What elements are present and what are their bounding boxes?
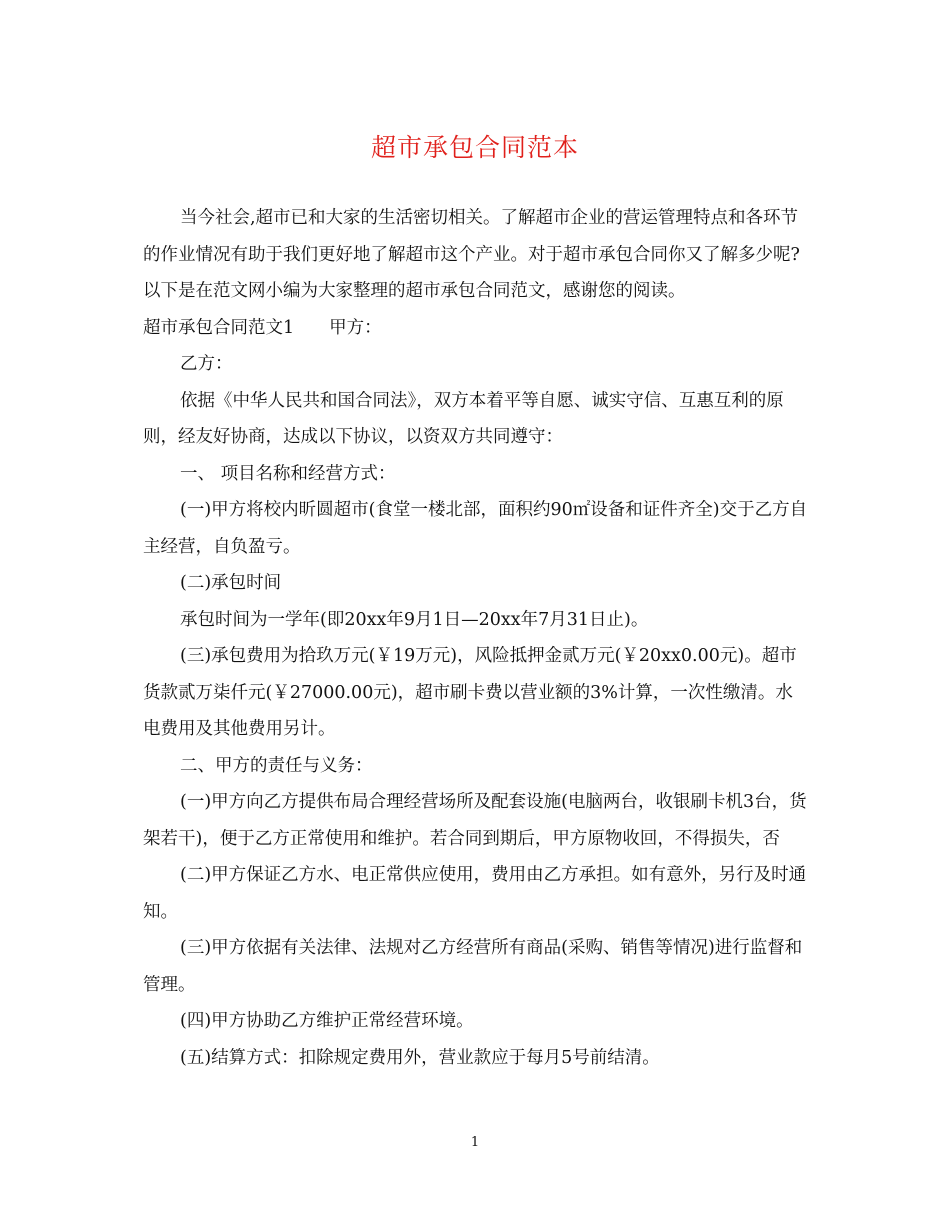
clause-2-5: (五)结算方式：扣除规定费用外，营业款应于每月5号前结清。	[180, 1047, 660, 1068]
clause-2-1: (一)甲方向乙方提供布局合理经营场所及配套设施(电脑两台，收银刷卡机3台，货架若干)，便于乙方正常使用和维护。若合同到期后，甲方原物收回，不得损失，否	[143, 792, 807, 849]
document-title: 超市承包合同范本	[370, 133, 579, 162]
legal-basis-paragraph: 依据《中华人民共和国合同法》，双方本着平等自愿、诚实守信、互惠互利的原则，经友好协商，达成以下协议，以资双方共同遵守：	[143, 390, 784, 447]
clause-1-3-fees: (三)承包费用为拾玖万元(￥19万元)，风险抵押金贰万元(￥20xx0.00元)。超市货款贰万柒仟元(￥27000.00元)，超市刷卡费以营业额的3%计算，一次性缴清。水电费用及其他费用另计。	[143, 646, 797, 739]
clause-1-1: (一)甲方将校内昕圆超市(食堂一楼北部，面积约90㎡设备和证件齐全)交于乙方自主经营，自负盈亏。	[143, 500, 808, 557]
page-number: 1	[470, 1135, 480, 1150]
clause-2-4: (四)甲方协助乙方维护正常经营环境。	[180, 1011, 474, 1031]
clause-1-2-term: 承包时间为一学年(即20xx年9月1日—20xx年7月31日止)。	[180, 609, 649, 630]
intro-paragraph: 当今社会,超市已和大家的生活密切相关。了解超市企业的营运管理特点和各环节的作业情况有助于我们更好地了解超市这个产业。对于超市承包合同你又了解多少呢?以下是在范文网小编为大家整理的超市承包合同范文，感谢您的阅读。	[143, 208, 800, 301]
section-two-heading: 二、甲方的责任与义务：	[180, 755, 373, 776]
clause-1-2-heading: (二)承包时间	[180, 573, 282, 593]
clause-2-2: (二)甲方保证乙方水、电正常供应使用，费用由乙方承担。如有意外，另行及时通知。	[143, 865, 807, 922]
clause-2-3: (三)甲方依据有关法律、法规对乙方经营所有商品(采购、销售等情况)进行监督和管理。	[143, 938, 803, 995]
contract-heading-party-a: 超市承包合同范文1 甲方：	[143, 317, 382, 338]
section-one-heading: 一、 项目名称和经营方式：	[180, 463, 396, 484]
party-b-line: 乙方：	[180, 354, 233, 374]
document-body	[143, 200, 808, 1076]
